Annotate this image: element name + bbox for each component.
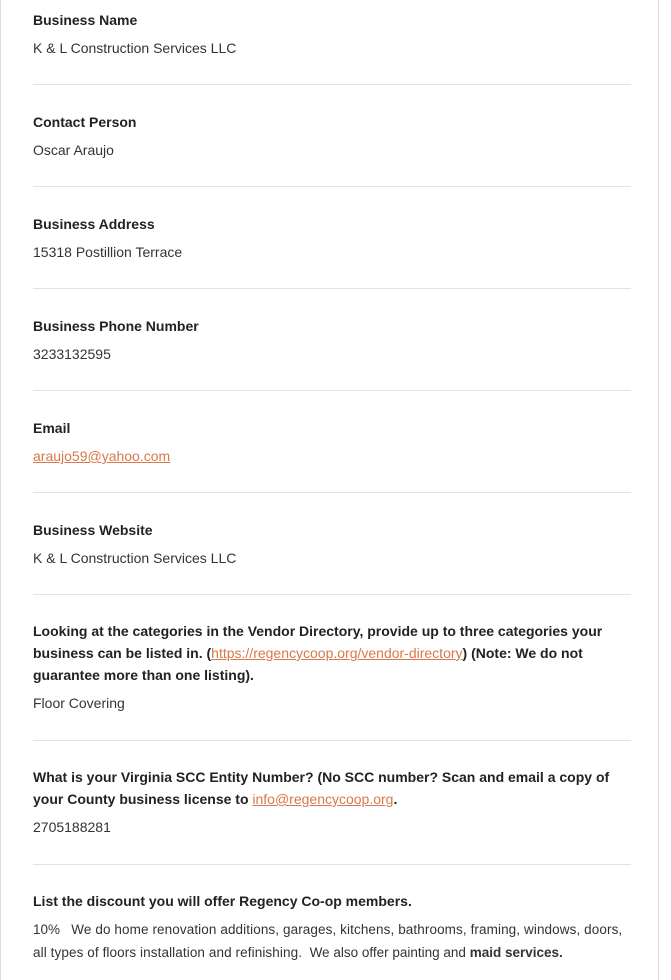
field-label: Business Website [33, 522, 153, 538]
field-business-phone [33, 315, 631, 391]
field-value: K & L Construction Services LLC [33, 550, 237, 566]
field-value [33, 446, 631, 466]
field-business-name [33, 9, 631, 85]
label-text: ) (Note: We do not guarantee more than one listing). [33, 645, 583, 683]
discount-text-bold: maid services. [469, 945, 563, 960]
discount-percent: 10% [33, 922, 61, 937]
field-value: Oscar Araujo [33, 142, 114, 158]
field-label [33, 766, 631, 810]
field-label: Contact Person [33, 114, 137, 130]
discount-text: We also offer painting and [309, 945, 466, 960]
vendor-directory-link[interactable]: https://regencycoop.org/vendor-directory [211, 645, 463, 661]
info-email-link[interactable]: info@regencycoop.org [252, 791, 394, 807]
field-business-address [33, 213, 631, 289]
field-label: Email [33, 420, 71, 436]
field-label: Business Address [33, 216, 155, 232]
discount-text: We do home renovation additions, garages, kitchens, bathrooms, framing, windows, doors, all types of floors installation and refinishing. [33, 922, 623, 960]
field-label: List the discount you will offer Regency Co-op members. [33, 893, 412, 909]
label-text: Looking at the categories in the Vendor Directory, provide up to three categories your business can be listed in. ( [33, 623, 603, 661]
field-label [33, 620, 631, 686]
field-contact-person [33, 111, 631, 187]
label-text: What is your Virginia SCC Entity Number? (No SCC number? Scan and email a copy of your County business license to [33, 769, 610, 807]
field-label: Business Name [33, 12, 138, 28]
email-link[interactable]: araujo59@yahoo.com [33, 448, 171, 464]
field-email [33, 417, 631, 493]
field-value: 15318 Postillion Terrace [33, 244, 183, 260]
field-value: K & L Construction Services LLC [33, 40, 237, 56]
field-discount [33, 890, 631, 980]
field-value: 2705188281 [33, 819, 111, 835]
field-value: Floor Covering [33, 695, 125, 711]
field-categories [33, 620, 631, 741]
field-business-website [33, 519, 631, 595]
field-scc-entity-number [33, 766, 631, 865]
field-value: 3233132595 [33, 346, 111, 362]
field-value [33, 918, 631, 964]
label-text: . [393, 791, 398, 807]
field-label: Business Phone Number [33, 318, 199, 334]
